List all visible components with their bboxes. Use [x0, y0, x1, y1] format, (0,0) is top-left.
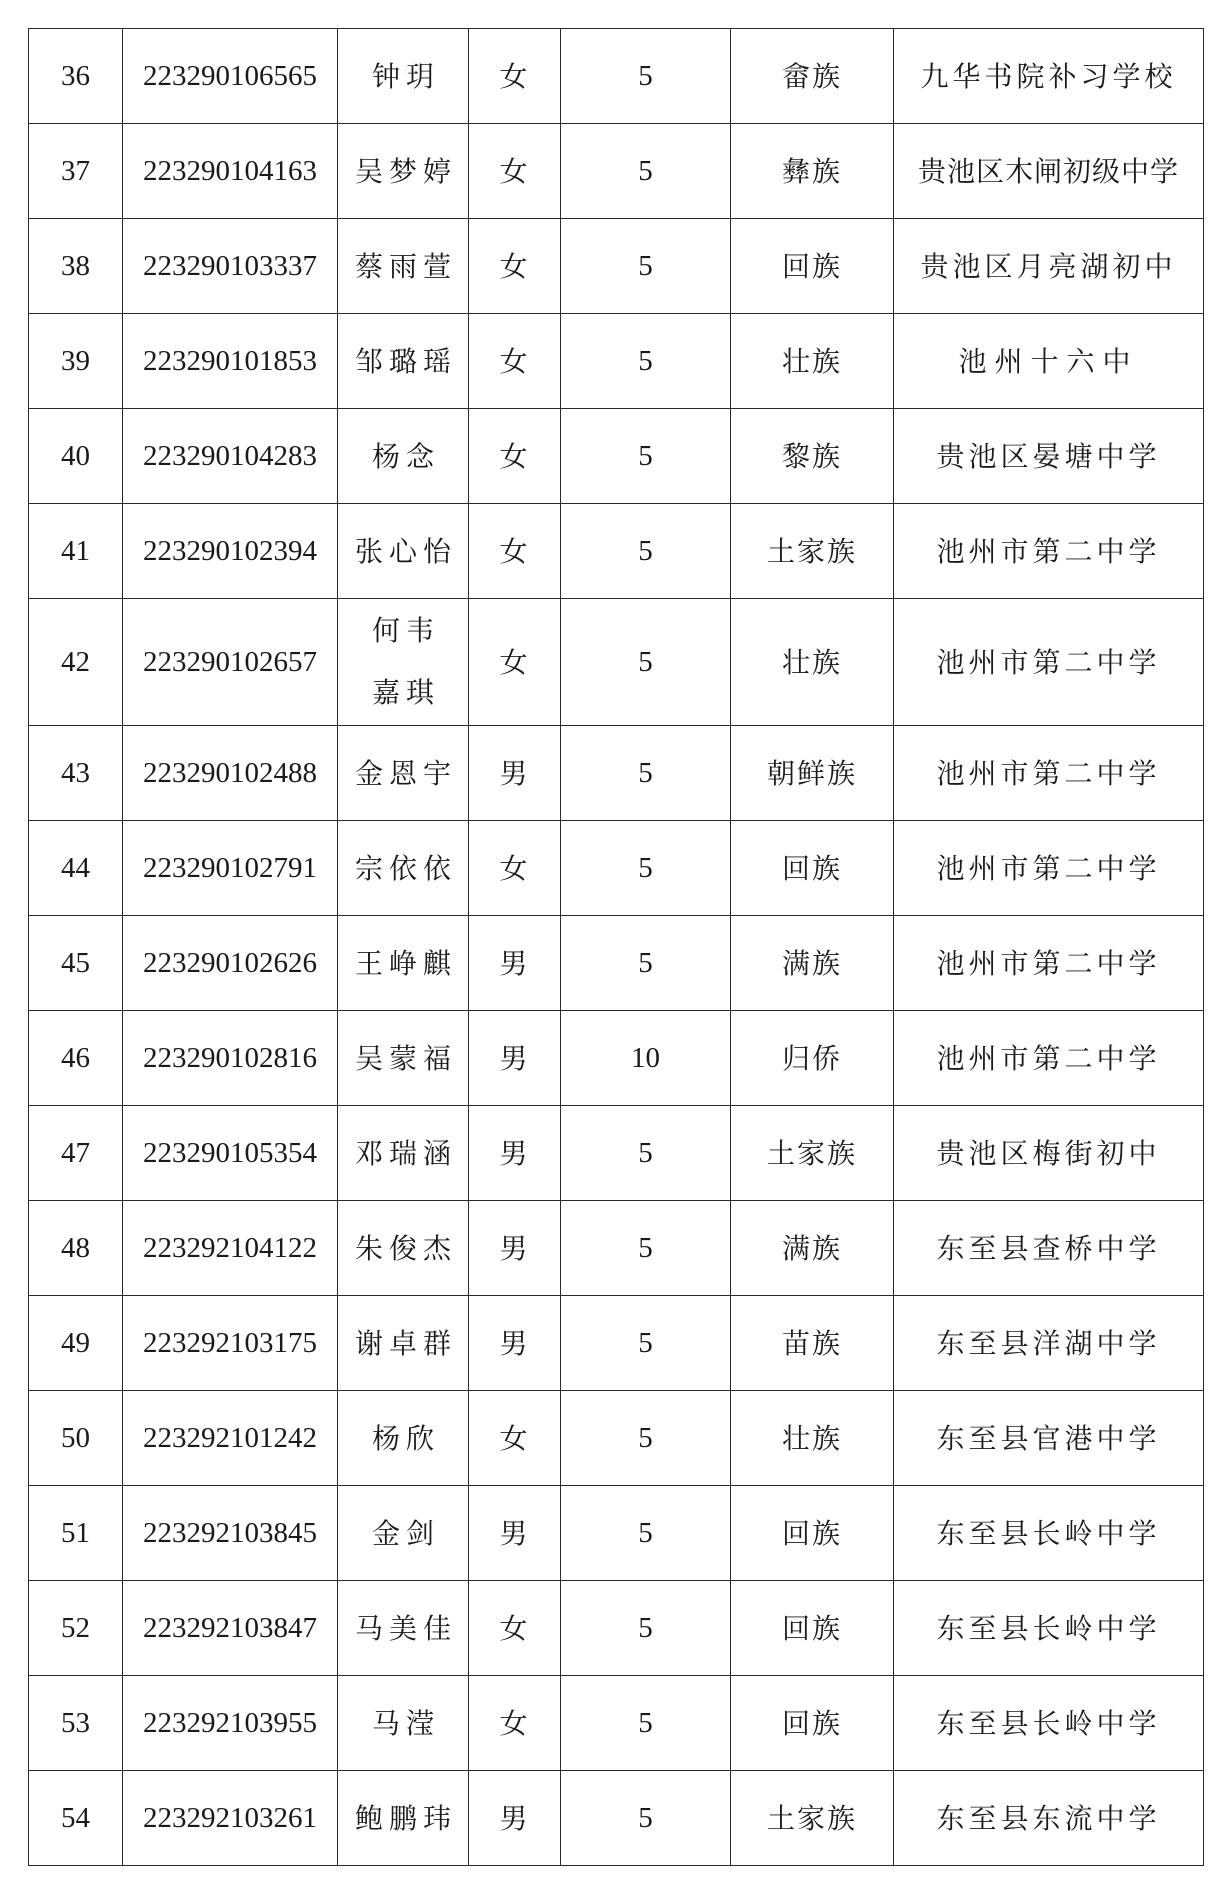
school-name: 池州市第二中学 — [894, 504, 1204, 599]
gender: 男 — [469, 726, 561, 821]
table-row — [29, 1391, 1204, 1486]
exam-id: 223290102488 — [123, 726, 338, 821]
table-row — [29, 29, 1204, 124]
student-name: 鲍鹏玮 — [338, 1771, 469, 1866]
ethnicity: 朝鲜族 — [731, 726, 894, 821]
ethnicity: 回族 — [731, 1486, 894, 1581]
ethnicity: 壮族 — [731, 1391, 894, 1486]
student-name: 王峥麒 — [338, 916, 469, 1011]
school-name: 池州市第二中学 — [894, 916, 1204, 1011]
table-row — [29, 314, 1204, 409]
bonus-points: 5 — [561, 821, 731, 916]
row-number: 50 — [29, 1391, 123, 1486]
exam-id: 223290104163 — [123, 124, 338, 219]
student-name: 邹璐瑶 — [338, 314, 469, 409]
bonus-points: 5 — [561, 409, 731, 504]
gender: 女 — [469, 29, 561, 124]
table-row — [29, 1771, 1204, 1866]
ethnicity: 苗族 — [731, 1296, 894, 1391]
table-row — [29, 1676, 1204, 1771]
school-name: 东至县长岭中学 — [894, 1486, 1204, 1581]
exam-id: 223290102791 — [123, 821, 338, 916]
exam-id: 223292104122 — [123, 1201, 338, 1296]
bonus-points: 5 — [561, 314, 731, 409]
bonus-points: 5 — [561, 124, 731, 219]
exam-id: 223292103261 — [123, 1771, 338, 1866]
bonus-points: 5 — [561, 1296, 731, 1391]
student-name: 吴梦婷 — [338, 124, 469, 219]
student-name: 朱俊杰 — [338, 1201, 469, 1296]
school-name: 池州十六中 — [894, 314, 1204, 409]
ethnicity: 回族 — [731, 821, 894, 916]
row-number: 51 — [29, 1486, 123, 1581]
ethnicity: 回族 — [731, 219, 894, 314]
bonus-points: 5 — [561, 219, 731, 314]
student-name: 钟玥 — [338, 29, 469, 124]
table-row — [29, 219, 1204, 314]
school-name: 东至县查桥中学 — [894, 1201, 1204, 1296]
exam-id: 223290103337 — [123, 219, 338, 314]
ethnicity: 土家族 — [731, 504, 894, 599]
bonus-points: 5 — [561, 1581, 731, 1676]
ethnicity: 彝族 — [731, 124, 894, 219]
row-number: 46 — [29, 1011, 123, 1106]
ethnicity: 壮族 — [731, 599, 894, 726]
bonus-points: 5 — [561, 599, 731, 726]
student-name: 金恩宇 — [338, 726, 469, 821]
gender: 女 — [469, 124, 561, 219]
school-name: 贵池区梅街初中 — [894, 1106, 1204, 1201]
gender: 女 — [469, 314, 561, 409]
gender: 女 — [469, 1581, 561, 1676]
ethnicity: 黎族 — [731, 409, 894, 504]
bonus-points: 5 — [561, 29, 731, 124]
exam-id: 223292103175 — [123, 1296, 338, 1391]
student-name: 宗依依 — [338, 821, 469, 916]
gender: 男 — [469, 1201, 561, 1296]
school-name: 池州市第二中学 — [894, 821, 1204, 916]
row-number: 43 — [29, 726, 123, 821]
gender: 男 — [469, 1771, 561, 1866]
ethnicity: 满族 — [731, 1201, 894, 1296]
table-row — [29, 1581, 1204, 1676]
exam-id: 223290102626 — [123, 916, 338, 1011]
row-number: 45 — [29, 916, 123, 1011]
student-name: 何韦嘉琪 — [338, 599, 469, 726]
exam-id: 223292103845 — [123, 1486, 338, 1581]
bonus-points: 5 — [561, 1676, 731, 1771]
bonus-points: 5 — [561, 504, 731, 599]
school-name: 池州市第二中学 — [894, 599, 1204, 726]
school-name: 贵池区晏塘中学 — [894, 409, 1204, 504]
bonus-points: 5 — [561, 916, 731, 1011]
student-bonus-table — [28, 28, 1204, 1866]
bonus-points: 5 — [561, 1391, 731, 1486]
gender: 女 — [469, 821, 561, 916]
school-name: 九华书院补习学校 — [894, 29, 1204, 124]
document-page — [28, 28, 1203, 1866]
student-name: 金剑 — [338, 1486, 469, 1581]
bonus-points: 5 — [561, 726, 731, 821]
ethnicity: 土家族 — [731, 1106, 894, 1201]
school-name: 东至县长岭中学 — [894, 1676, 1204, 1771]
ethnicity: 壮族 — [731, 314, 894, 409]
gender: 男 — [469, 1106, 561, 1201]
student-name: 杨欣 — [338, 1391, 469, 1486]
gender: 女 — [469, 409, 561, 504]
exam-id: 223292101242 — [123, 1391, 338, 1486]
gender: 男 — [469, 1296, 561, 1391]
row-number: 36 — [29, 29, 123, 124]
school-name: 东至县东流中学 — [894, 1771, 1204, 1866]
student-name: 邓瑞涵 — [338, 1106, 469, 1201]
school-name: 贵池区木闸初级中学 — [894, 124, 1204, 219]
exam-id: 223290102816 — [123, 1011, 338, 1106]
bonus-points: 5 — [561, 1106, 731, 1201]
school-name: 东至县长岭中学 — [894, 1581, 1204, 1676]
student-name: 马滢 — [338, 1676, 469, 1771]
exam-id: 223290106565 — [123, 29, 338, 124]
bonus-points: 5 — [561, 1201, 731, 1296]
row-number: 40 — [29, 409, 123, 504]
table-row — [29, 124, 1204, 219]
exam-id: 223292103847 — [123, 1581, 338, 1676]
ethnicity: 土家族 — [731, 1771, 894, 1866]
row-number: 47 — [29, 1106, 123, 1201]
table-row — [29, 1011, 1204, 1106]
exam-id: 223292103955 — [123, 1676, 338, 1771]
ethnicity: 归侨 — [731, 1011, 894, 1106]
school-name: 贵池区月亮湖初中 — [894, 219, 1204, 314]
student-name: 吴蒙福 — [338, 1011, 469, 1106]
ethnicity: 回族 — [731, 1581, 894, 1676]
table-row — [29, 409, 1204, 504]
exam-id: 223290105354 — [123, 1106, 338, 1201]
row-number: 38 — [29, 219, 123, 314]
gender: 女 — [469, 504, 561, 599]
ethnicity: 畲族 — [731, 29, 894, 124]
student-name: 杨念 — [338, 409, 469, 504]
row-number: 44 — [29, 821, 123, 916]
bonus-points: 5 — [561, 1771, 731, 1866]
row-number: 49 — [29, 1296, 123, 1391]
ethnicity: 满族 — [731, 916, 894, 1011]
row-number: 54 — [29, 1771, 123, 1866]
row-number: 42 — [29, 599, 123, 726]
table-row — [29, 916, 1204, 1011]
exam-id: 223290104283 — [123, 409, 338, 504]
exam-id: 223290101853 — [123, 314, 338, 409]
student-name: 蔡雨萱 — [338, 219, 469, 314]
table-row — [29, 1486, 1204, 1581]
table-row — [29, 821, 1204, 916]
row-number: 48 — [29, 1201, 123, 1296]
table-row — [29, 1296, 1204, 1391]
exam-id: 223290102394 — [123, 504, 338, 599]
table-row — [29, 726, 1204, 821]
gender: 女 — [469, 1676, 561, 1771]
row-number: 41 — [29, 504, 123, 599]
gender: 男 — [469, 1486, 561, 1581]
table-row — [29, 599, 1204, 726]
school-name: 池州市第二中学 — [894, 726, 1204, 821]
gender: 男 — [469, 916, 561, 1011]
school-name: 东至县洋湖中学 — [894, 1296, 1204, 1391]
student-name: 马美佳 — [338, 1581, 469, 1676]
gender: 女 — [469, 599, 561, 726]
table-row — [29, 1106, 1204, 1201]
gender: 女 — [469, 219, 561, 314]
row-number: 53 — [29, 1676, 123, 1771]
row-number: 39 — [29, 314, 123, 409]
ethnicity: 回族 — [731, 1676, 894, 1771]
student-name: 谢卓群 — [338, 1296, 469, 1391]
school-name: 池州市第二中学 — [894, 1011, 1204, 1106]
gender: 男 — [469, 1011, 561, 1106]
exam-id: 223290102657 — [123, 599, 338, 726]
table-row — [29, 1201, 1204, 1296]
bonus-points: 5 — [561, 1486, 731, 1581]
row-number: 37 — [29, 124, 123, 219]
student-name: 张心怡 — [338, 504, 469, 599]
row-number: 52 — [29, 1581, 123, 1676]
gender: 女 — [469, 1391, 561, 1486]
school-name: 东至县官港中学 — [894, 1391, 1204, 1486]
bonus-points: 10 — [561, 1011, 731, 1106]
table-row — [29, 504, 1204, 599]
